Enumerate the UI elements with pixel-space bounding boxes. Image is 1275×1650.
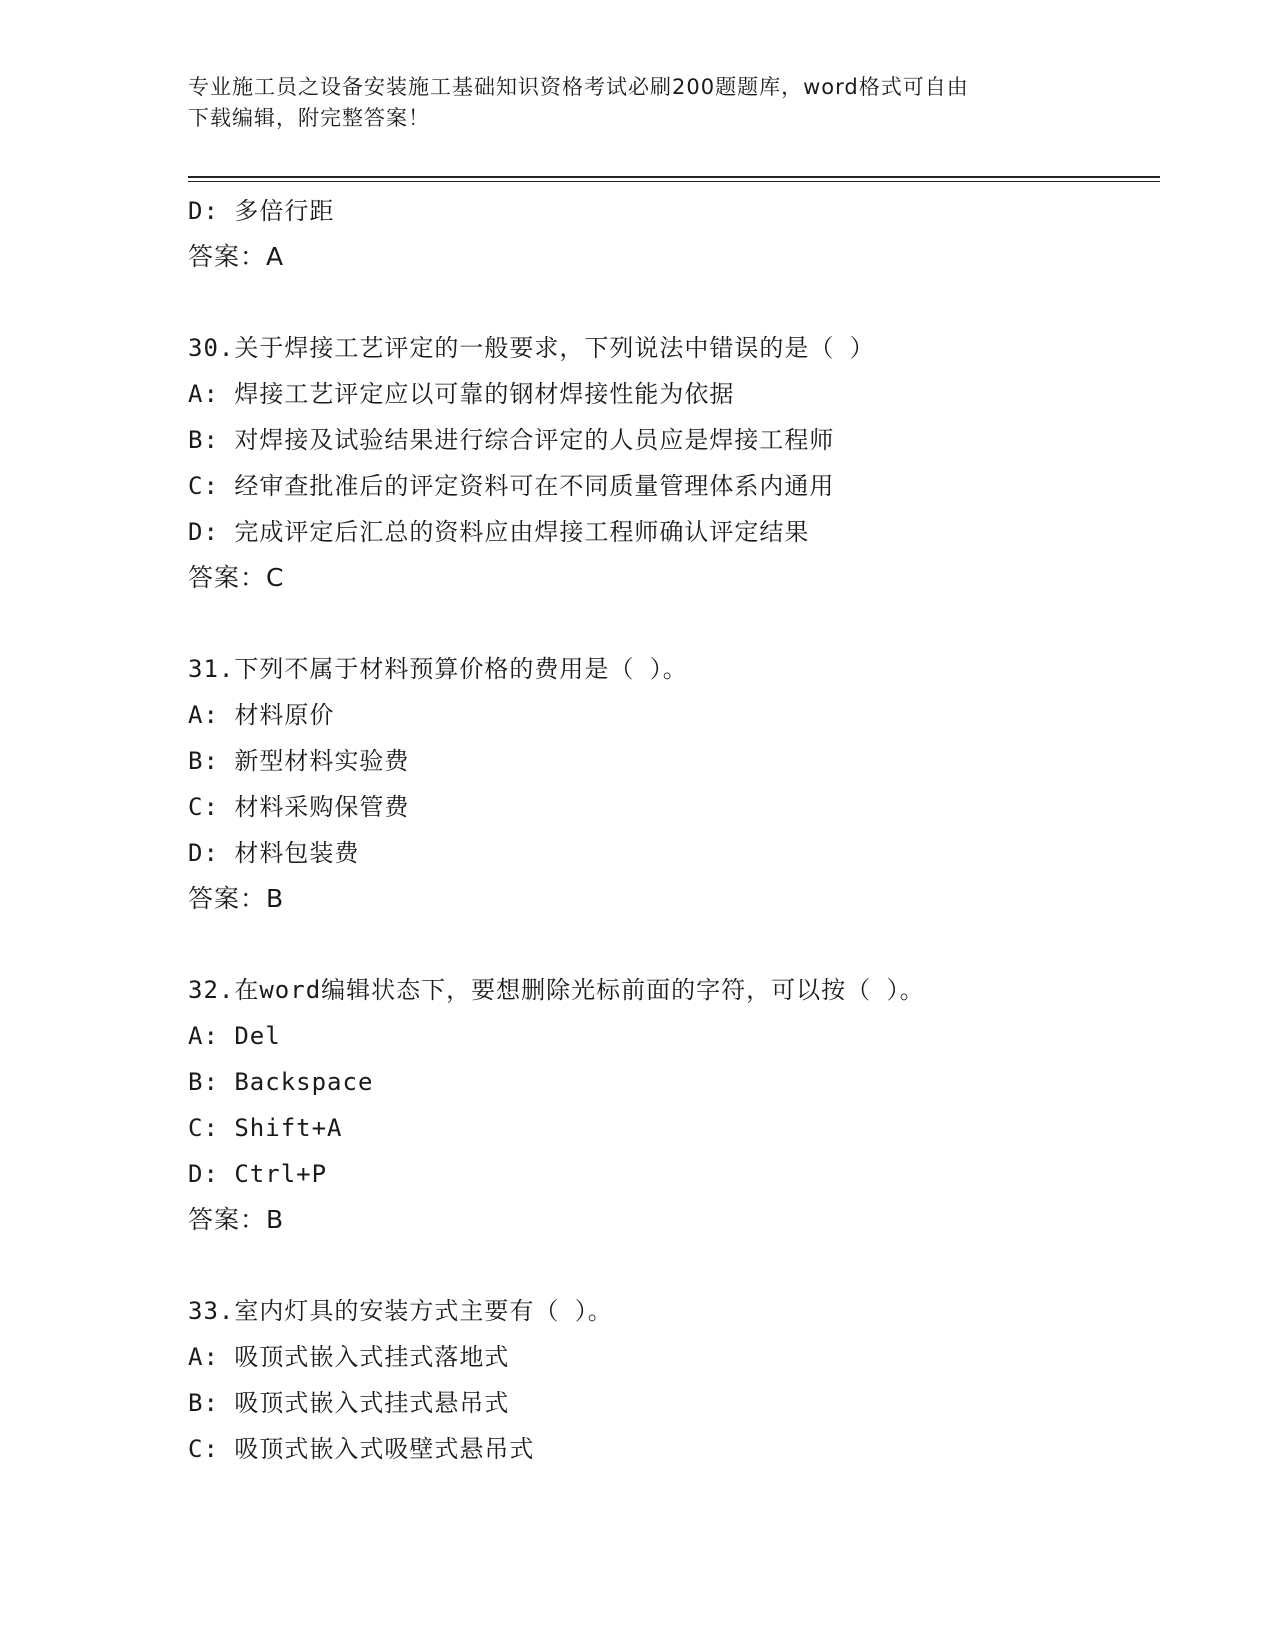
- option-d: D: 完成评定后汇总的资料应由焊接工程师确认评定结果: [188, 518, 810, 546]
- header-divider-thin: [188, 181, 1160, 182]
- question-33: [188, 1288, 1160, 1472]
- option-d: D: Ctrl+P: [188, 1160, 328, 1188]
- option-c: C: 经审查批准后的评定资料可在不同质量管理体系内通用: [188, 472, 835, 500]
- answer-line: 答案：C: [188, 563, 285, 592]
- option-a: A: 材料原价: [188, 701, 335, 729]
- option-c: C: 吸顶式嵌入式吸壁式悬吊式: [188, 1435, 535, 1463]
- option-b: B: 吸顶式嵌入式挂式悬吊式: [188, 1389, 510, 1417]
- option-b: B: 对焊接及试验结果进行综合评定的人员应是焊接工程师: [188, 426, 835, 454]
- option-b: B: 新型材料实验费: [188, 747, 410, 775]
- question-stem: 32.在word编辑状态下，要想删除光标前面的字符，可以按（ ）。: [188, 976, 925, 1004]
- question-31: [188, 646, 1160, 922]
- option-a: A: 焊接工艺评定应以可靠的钢材焊接性能为依据: [188, 380, 735, 408]
- header-line-2: 下载编辑，附完整答案！: [188, 106, 430, 130]
- question-stem: 31.下列不属于材料预算价格的费用是（ ）。: [188, 655, 688, 683]
- header-divider-thick: [188, 176, 1160, 178]
- option-c: C: Shift+A: [188, 1114, 343, 1142]
- question-stem: 30.关于焊接工艺评定的一般要求，下列说法中错误的是（ ）: [188, 334, 875, 362]
- answer-line: 答案：B: [188, 884, 285, 913]
- question-30: [188, 325, 1160, 601]
- answer-line: 答案：B: [188, 1205, 285, 1234]
- question-stem: 33.室内灯具的安装方式主要有（ ）。: [188, 1297, 613, 1325]
- option-b: B: Backspace: [188, 1068, 374, 1096]
- option-a: A: Del: [188, 1022, 281, 1050]
- option-d: D: 多倍行距: [188, 197, 335, 225]
- question-list: [188, 188, 1160, 1472]
- question-32: [188, 967, 1160, 1243]
- option-d: D: 材料包装费: [188, 839, 360, 867]
- document-header: [188, 72, 1068, 134]
- answer-line: 答案：A: [188, 242, 285, 271]
- question-29-tail: [188, 188, 1160, 280]
- option-c: C: 材料采购保管费: [188, 793, 410, 821]
- option-a: A: 吸顶式嵌入式挂式落地式: [188, 1343, 510, 1371]
- header-line-1: 专业施工员之设备安装施工基础知识资格考试必刷200题题库，word格式可自由: [188, 75, 969, 99]
